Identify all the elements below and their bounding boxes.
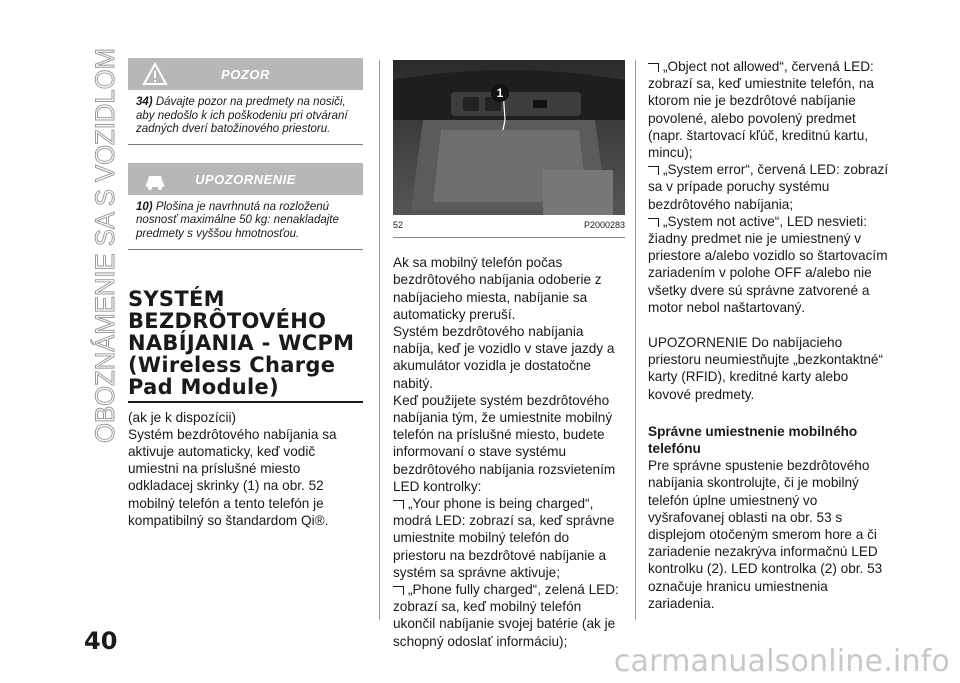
intro-paragraph: Systém bezdrôtového nabíjania sa aktivuje automaticky, keď vodič umiestni na príslušné miesto odkladacej skrinky (1) na obr. 52 mobilný telefón a tento telefón je kompatibilný so štandardom Qi®. — [128, 426, 337, 528]
section-title: SYSTÉM BEZDRÔTOVÉHO NABÍJANIA - WCPM (Wireless Charge Pad Module) — [128, 288, 363, 403]
pozor-number: 34) — [136, 96, 153, 108]
col2-paragraph-3: Keď použijete systém bezdrôtového nabíjania tým, že umiestnite mobilný telefón na príslušné miesto, budete informovaní o stave systému bezdrôtového nabíjania rozsvietením LED kontrolky: — [393, 392, 616, 494]
column-2 — [393, 60, 625, 650]
figure-number: 52 — [393, 220, 404, 230]
pozor-box — [128, 58, 363, 145]
bullet-marker-icon — [648, 218, 659, 227]
col2-paragraph-1: Ak sa mobilný telefón počas bezdrôtového nabíjania odoberie z nabíjacieho miesta, nabíjanie sa automaticky preruší. — [393, 255, 602, 322]
pozor-header — [128, 58, 363, 90]
chapter-side-title-text: OBOZNÁMENIE SA S VOZIDLOM — [90, 38, 120, 443]
bullet-marker-icon — [393, 500, 404, 509]
placement-paragraph: Pre správne spustenie bezdrôtového nabíjania skontrolujte, či je mobilný telefón úplne umiestnený vo vyšrafovanej oblasti na obr. 53 s displejom otočeným smerom hore a či zariadenie nezakrýva informačnú LED kontrolku (2). LED kontrolka (2) obr. 53 označuje hranicu umiestnenia zariadenia. — [648, 458, 883, 611]
column-divider-1 — [379, 60, 380, 620]
bullet-text: „Object not allowed“, červená LED: zobrazí sa, keď umiestnite telefón, na ktorom nie je bezdrôtové nabíjanie povolené, alebo povolený predmet (napr. štartovací kľúč, kreditnú kartu, mincu); — [648, 59, 874, 161]
upozornenie-text: Plošina je navrhnutá na rozloženú nosnosť maximálne 50 kg: nenakladajte predmety s vyššou hmotnosťou. — [136, 200, 339, 240]
page-number: 40 — [84, 627, 118, 655]
upozornenie-header — [128, 163, 363, 195]
chapter-side-title — [80, 38, 124, 448]
pozor-text: Dávajte pozor na predmety na nosiči, aby nedošlo k ich poškodeniu pri otváraní zadných dverí batožinového priestoru. — [136, 96, 348, 136]
bullet-marker-icon — [393, 586, 404, 595]
column-3 — [648, 58, 893, 612]
figure-code: P2000283 — [583, 220, 625, 230]
bullet-text: „Phone fully charged“, zelená LED: zobrazí sa, keď mobilný telefón ukončil nabíjanie svojej batérie (ak je schopný odoslať informáciu); — [393, 582, 619, 649]
figure-52-photo — [393, 60, 625, 215]
column-divider-2 — [635, 60, 636, 620]
availability-note: (ak je k dispozícii) — [128, 409, 237, 425]
upozornenie-number: 10) — [136, 200, 153, 213]
figure-caption — [393, 217, 625, 238]
bullet-item — [393, 581, 625, 650]
bullet-text: „System not active“, LED nesvieti: žiadny predmet nie je umiestnený v priestore a/alebo vozidlo so štartovacím zariadením v polohe OFF a/alebo nie všetky dvere sú správne zatvorené a motor nebol naštartovaný. — [648, 213, 888, 315]
col2-paragraph-2: Systém bezdrôtového nabíjania nabíja, keď je vozidlo v stave jazdy a akumulátor vozidla je dostatočne nabitý. — [393, 324, 615, 391]
upozornenie-body — [128, 195, 363, 250]
upozornenie-note: UPOZORNENIE Do nabíjacieho priestoru neumiestňujte „bezkontaktné“ karty (RFID), kreditné karty alebo kovové predmety. — [648, 335, 883, 402]
bullet-item — [648, 213, 893, 316]
bullet-marker-icon — [648, 166, 659, 175]
watermark: carmanualsonline.info — [613, 644, 950, 679]
column-1 — [128, 58, 363, 529]
placement-subheading: Správne umiestnenie mobilného telefónu — [648, 423, 858, 457]
callout-1-marker: 1 — [491, 84, 509, 102]
upozornenie-box — [128, 163, 363, 250]
bullet-text: „Your phone is being charged“, modrá LED: zobrazí sa, keď správne umiestnite mobilný telefón do priestoru na bezdrôtové nabíjanie a systém sa správne aktivuje; — [393, 496, 615, 580]
pozor-body — [128, 90, 363, 145]
pozor-title: POZOR — [221, 67, 270, 82]
bullet-item — [648, 161, 893, 213]
bullet-marker-icon — [648, 63, 659, 72]
bullet-item — [648, 58, 893, 161]
upozornenie-title: UPOZORNENIE — [195, 171, 296, 187]
bullet-item — [393, 495, 625, 581]
bullet-text: „System error“, červená LED: zobrazí sa v prípade poruchy systému bezdrôtového nabíjania; — [648, 162, 889, 212]
